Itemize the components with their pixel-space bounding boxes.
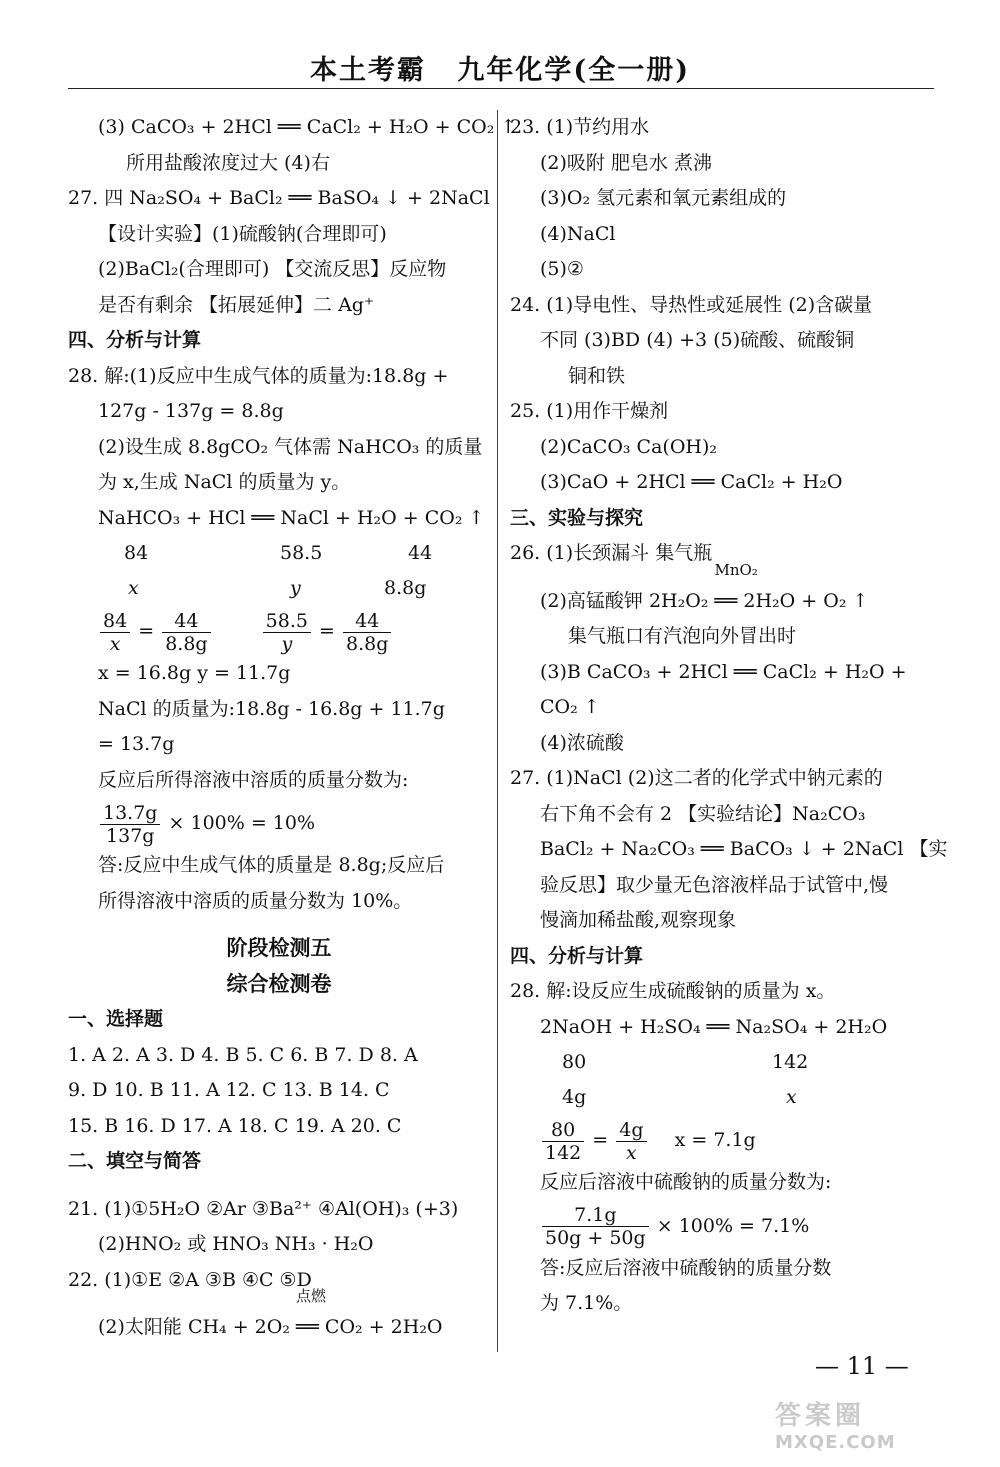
- answer-line: (2)吸附 肥皂水 煮沸: [540, 151, 712, 174]
- stage-title: 阶段检测五: [226, 936, 332, 960]
- answer-line: 所得溶液中溶质的质量分数为 10%。: [98, 889, 413, 912]
- unknown-value: y: [290, 577, 301, 599]
- fraction: $\frac{13.7g}{137g}$: [100, 802, 160, 847]
- test-title: 综合检测卷: [226, 971, 332, 996]
- section-heading: 四、分析与计算: [510, 944, 644, 967]
- proportion-row: $\frac{80}{142}$ = $\frac{4g}{x}$ x = 7.1g: [510, 1115, 936, 1165]
- answer-line: CO₂ ↑: [540, 696, 600, 718]
- answer-line: 28. 解:设反应生成硫酸钠的质量为 x。: [510, 980, 836, 1002]
- answer-line: 26. (1)长颈漏斗 集气瓶: [510, 542, 713, 564]
- unknown-row: [68, 571, 490, 606]
- answer-line: 24. (1)导电性、导热性或延展性 (2)含碳量: [510, 293, 873, 316]
- answer-line: 【设计实验】(1)硫酸钠(合理即可): [98, 222, 387, 245]
- mass-row: [510, 1045, 936, 1080]
- choice-answers: 9. D 10. B 11. A 12. C 13. B 14. C: [68, 1079, 390, 1101]
- answer-line: (2)HNO₂ 或 HNO₃ NH₃ · H₂O: [98, 1233, 374, 1255]
- answer-line: 不同 (3)BD (4) +3 (5)硫酸、硫酸铜: [540, 329, 855, 351]
- proportion-row: $\frac{84}{x}$ = $\frac{44}{8.8g}$ $\frac{58.5}{y}$ = $\frac{44}{8.8g}$: [68, 606, 490, 656]
- answer-line: = 13.7g: [98, 733, 175, 755]
- fraction: $\frac{84}{x}$: [100, 610, 130, 655]
- equation-line: (2)太阳能 CH₄ + 2O₂ 点燃 ══ CO₂ + 2H₂O: [68, 1310, 490, 1346]
- unknown-value: x: [128, 577, 139, 599]
- page-header: [0, 48, 1000, 87]
- fraction: $\frac{7.1g}{50g + 50g}$: [542, 1204, 649, 1249]
- answer-line: 集气瓶口有汽泡向外冒出时: [568, 625, 797, 647]
- fraction-row: $\frac{13.7g}{137g}$ × 100% = 10%: [68, 798, 490, 848]
- answer-line: (3) CaCO₃ + 2HCl ══ CaCl₂ + H₂O + CO₂ ↑: [98, 116, 517, 138]
- answer-line: 右下角不会有 2 【实验结论】Na₂CO₃: [540, 802, 866, 825]
- answer-line: 答:反应中生成气体的质量是 8.8g;反应后: [98, 854, 445, 876]
- mass-value: 84: [124, 542, 149, 564]
- fraction: $\frac{58.5}{y}$: [263, 610, 311, 655]
- fraction: $\frac{44}{8.8g}$: [343, 610, 391, 655]
- answer-line: 为 7.1%。: [540, 1292, 633, 1314]
- answer-line: (2)设生成 8.8gCO₂ 气体需 NaHCO₃ 的质量: [98, 435, 483, 458]
- answer-line: 铜和铁: [568, 364, 626, 387]
- section-heading: 三、实验与探究: [510, 506, 644, 529]
- reaction-condition: 点燃 ══: [296, 1287, 327, 1338]
- mass-value: 80: [562, 1051, 587, 1073]
- answer-line: (3)O₂ 氢元素和氧元素组成的: [540, 187, 787, 209]
- answer-line: NaCl 的质量为:18.8g - 16.8g + 11.7g: [98, 697, 445, 720]
- answer-line: 28. 解:(1)反应中生成气体的质量为:18.8g +: [68, 364, 449, 387]
- unknown-value: x: [786, 1086, 797, 1108]
- header-rule: [68, 88, 934, 89]
- mass-value: 4g: [562, 1086, 587, 1108]
- choice-answers: 1. A 2. A 3. D 4. B 5. C 6. B 7. D 8. A: [68, 1043, 418, 1066]
- answer-line: BaCl₂ + Na₂CO₃ ══ BaCO₃ ↓ + 2NaCl 【实: [540, 838, 948, 860]
- answer-line: (4)NaCl: [540, 222, 616, 245]
- equation-line: 2NaOH + H₂SO₄ ══ Na₂SO₄ + 2H₂O: [540, 1015, 888, 1038]
- fraction: $\frac{4g}{x}$: [616, 1119, 646, 1164]
- equation-line: (3)CaO + 2HCl ══ CaCl₂ + H₂O: [540, 471, 843, 493]
- answer-line: (5)②: [540, 258, 584, 280]
- fraction: $\frac{44}{8.8g}$: [162, 610, 210, 655]
- section-heading: 一、选择题: [68, 1008, 164, 1030]
- section-heading: 四、分析与计算: [68, 329, 202, 351]
- fraction-row: $\frac{7.1g}{50g + 50g}$ × 100% = 7.1%: [510, 1201, 936, 1251]
- answer-line: 反应后所得溶液中溶质的质量分数为:: [98, 768, 409, 791]
- column-divider: [497, 110, 498, 1352]
- answer-line: (3)B CaCO₃ + 2HCl ══ CaCl₂ + H₂O +: [540, 660, 907, 683]
- answer-line: 22. (1)①E ②A ③B ④C ⑤D: [68, 1268, 312, 1291]
- answer-line: 23. (1)节约用水: [510, 116, 650, 138]
- fraction: $\frac{80}{142}$: [542, 1119, 584, 1164]
- answer-line: 答:反应后溶液中硫酸钠的质量分数: [540, 1256, 832, 1279]
- right-column: [510, 110, 948, 1322]
- mass-row: [68, 536, 490, 571]
- page-number: — 11 —: [815, 1352, 909, 1380]
- book-title: 本土考霸: [310, 55, 427, 86]
- answer-line: (4)浓硫酸: [540, 731, 624, 754]
- answer-line: 为 x,生成 NaCl 的质量为 y。: [98, 471, 351, 493]
- section-heading: 二、填空与简答: [68, 1150, 202, 1172]
- unknown-row: [510, 1080, 936, 1115]
- answer-line: 验反思】取少量无色溶液样品于试管中,慢: [540, 873, 889, 896]
- answer-line: 127g - 137g = 8.8g: [98, 400, 284, 422]
- answer-line: 所用盐酸浓度过大 (4)右: [126, 151, 330, 174]
- watermark-logo: 答案圈 MXQE.COM: [775, 1401, 896, 1453]
- reaction-condition: MnO₂ ══: [714, 560, 758, 612]
- choice-answers: 15. B 16. D 17. A 18. C 19. A 20. C: [68, 1114, 402, 1137]
- answer-line: 是否有剩余 【拓展延伸】二 Ag⁺: [98, 293, 374, 316]
- equation-line: NaHCO₃ + HCl ══ NaCl + H₂O + CO₂ ↑: [98, 506, 485, 529]
- mass-value: 142: [772, 1051, 809, 1073]
- unknown-value: 8.8g: [384, 577, 427, 599]
- answer-line: (2)BaCl₂(合理即可) 【交流反思】反应物: [98, 258, 447, 280]
- answer-line: (2)CaCO₃ Ca(OH)₂: [540, 435, 718, 458]
- answer-line: 慢滴加稀盐酸,观察现象: [540, 909, 737, 931]
- course-title: 九年化学(全一册): [457, 55, 690, 86]
- mass-value: 58.5: [280, 542, 323, 564]
- answer-line: 27. 四 Na₂SO₄ + BaCl₂ ══ BaSO₄ ↓ + 2NaCl: [68, 187, 490, 209]
- mass-value: 44: [408, 542, 433, 564]
- left-column: [68, 110, 517, 1346]
- answer-line: 27. (1)NaCl (2)这二者的化学式中钠元素的: [510, 767, 883, 789]
- answer-line: x = 16.8g y = 11.7g: [98, 662, 291, 684]
- equation-line: (2)高锰酸钾 2H₂O₂ MnO₂ ══ 2H₂O + O₂ ↑: [510, 584, 936, 620]
- answer-line: 21. (1)①5H₂O ②Ar ③Ba²⁺ ④Al(OH)₃ (+3): [68, 1197, 459, 1220]
- answer-line: 25. (1)用作干燥剂: [510, 400, 669, 422]
- answer-line: 反应后溶液中硫酸钠的质量分数为:: [540, 1171, 832, 1193]
